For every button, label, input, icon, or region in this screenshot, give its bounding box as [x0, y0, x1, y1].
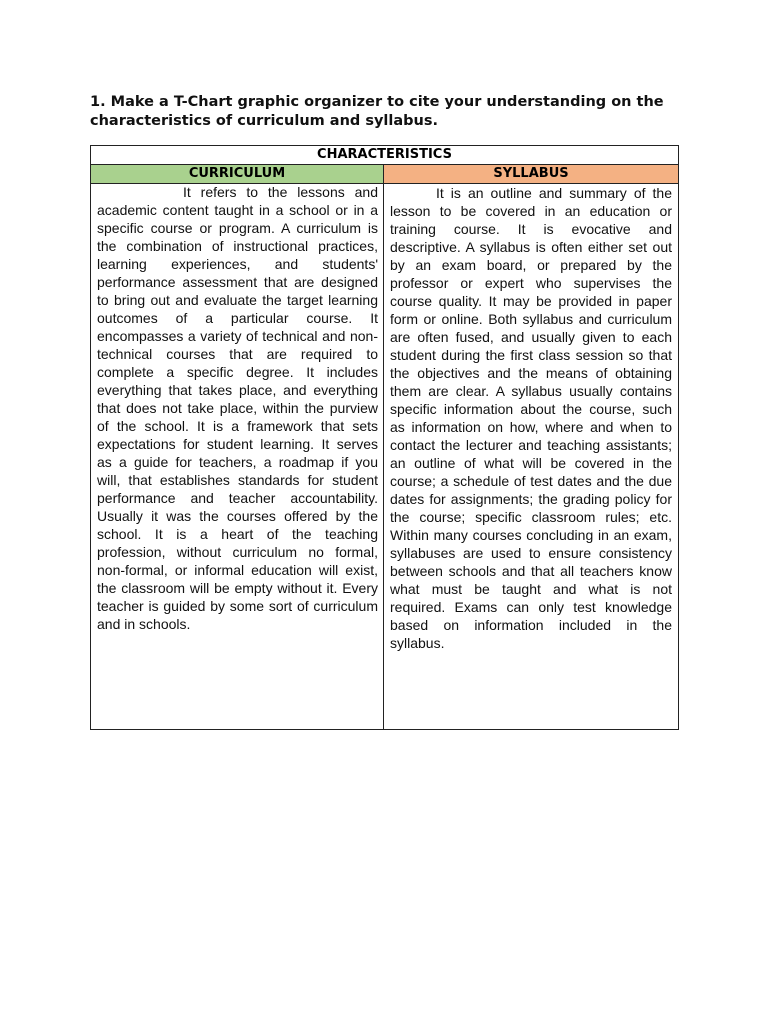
curriculum-cell — [91, 184, 384, 730]
syllabus-cell — [384, 184, 679, 730]
syllabus-text: It is an outline and summary of the lesson to be covered in an education or training course. It is evocative and descriptive. A syllabus is often either set out by an exam board, or prepared by the professor or expert who supervises the course quality. It may be provided in paper form or online. Both syllabus and curriculum are often fused, and usually given to each student during the first class session so that the objectives and the means of obtaining them are clear. A syllabus usually contains specific information about the course, such as information on how, where and when to contact the lecturer and teaching assistants; an outline of what will be covered in the course; a schedule of test dates and the due dates for assignments; the grading policy for the course; specific classroom rules; etc. Within many courses concluding in an exam, syllabuses are used to ensure consistency between schools and that all teachers know what must be taught and what is not required. Exams can only test knowledge based on information included in the syllabus. — [390, 185, 672, 651]
table-title-row — [91, 146, 679, 165]
table-title: CHARACTERISTICS — [91, 146, 679, 165]
curriculum-text: It refers to the lessons and academic content taught in a school or in a specific course or program. A curriculum is the combination of instructional practices, learning experiences, and students' performance assessment that are designed to bring out and evaluate the target learning outcomes of a particular course. It encompasses a variety of technical and non-technical courses that are required to complete a specific degree. It includes everything that takes place, and everything that does not take place, within the purview of the school. It is a framework that sets expectations for student learning. It serves as a guide for teachers, a roadmap if you will, that establishes standards for student performance and teacher accountability. Usually it was the courses offered by the school. It is a heart of the teaching profession, without curriculum no formal, non-formal, or informal education will exist, the classroom will be empty without it. Every teacher is guided by some sort of curriculum and in schools. — [97, 184, 378, 632]
column-header-row — [91, 165, 679, 184]
table-body-row — [91, 184, 679, 730]
t-chart-table — [90, 145, 679, 730]
curriculum-header: CURRICULUM — [91, 165, 384, 184]
syllabus-header: SYLLABUS — [384, 165, 679, 184]
assignment-prompt: 1. Make a T-Chart graphic organizer to cite your understanding on the characteristics of curriculum and syllabus. — [90, 94, 664, 129]
